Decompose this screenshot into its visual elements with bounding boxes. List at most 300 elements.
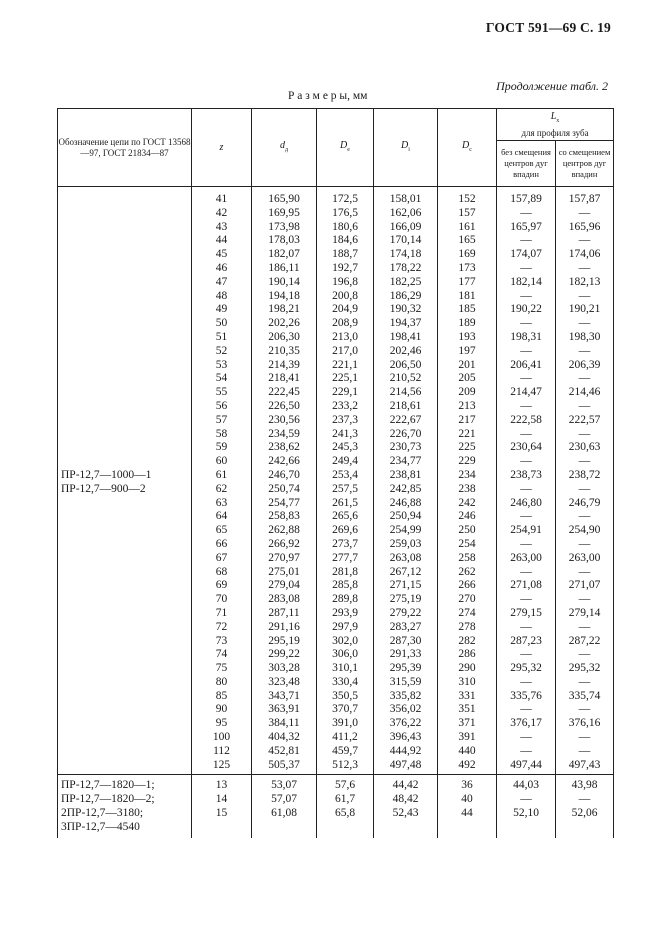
- z-value: 13: [215, 779, 228, 792]
- Lx_no_offset-value: —: [520, 289, 532, 302]
- z-value: 45: [215, 248, 228, 261]
- Lx_with_offset-value: —: [578, 648, 591, 661]
- De-cell: [317, 187, 374, 775]
- Dc-value: 209: [458, 386, 476, 399]
- Lx_no_offset-value: —: [520, 455, 532, 468]
- dd-value: 242,66: [268, 455, 300, 468]
- z-value: 72: [215, 620, 228, 633]
- Lx_no_offset-value: 254,91: [510, 524, 542, 537]
- dd-cell: [252, 187, 317, 775]
- col-header-z: [192, 109, 252, 187]
- col-header-Di: [374, 109, 438, 187]
- dd-value: 230,56: [268, 413, 300, 426]
- Lx-no-offset-cell: [497, 775, 556, 838]
- Lx_with_offset-value: —: [578, 731, 591, 744]
- De-value: 204,9: [332, 303, 358, 316]
- Dc-value: 262: [458, 565, 476, 578]
- Lx_with_offset-value: 335,74: [568, 689, 601, 702]
- De-value: 293,9: [332, 606, 358, 619]
- De-value: 411,2: [332, 731, 358, 744]
- Lx-with-offset-cell: [556, 187, 614, 775]
- dd-value: 287,11: [268, 606, 300, 619]
- col-header-dd: [252, 109, 317, 187]
- dd-value: 186,11: [268, 261, 300, 274]
- dd-symbol: d: [279, 139, 285, 151]
- Lx_no_offset-value: 222,58: [510, 413, 542, 426]
- z-value: 63: [215, 496, 228, 509]
- Lx_no_offset-value: —: [520, 234, 532, 247]
- z-value: 112: [213, 744, 230, 757]
- De-value: 188,7: [332, 248, 358, 261]
- De-value: 208,9: [332, 317, 358, 330]
- De-value: 512,3: [332, 758, 358, 771]
- z-value: 14: [215, 793, 228, 806]
- Dc-value: 205: [458, 372, 476, 385]
- Lx_with_offset-value: 43,98: [571, 779, 598, 792]
- Dc-value: 152: [458, 193, 476, 205]
- Di-value: 230,73: [389, 441, 422, 454]
- Lx_no_offset-value: 246,80: [510, 496, 542, 509]
- Di-value: 214,56: [389, 386, 422, 399]
- Lx_with_offset-value: 254,90: [568, 524, 601, 537]
- z-value: 56: [215, 399, 228, 412]
- Di-value: 178,22: [389, 261, 422, 274]
- Dc-value: 250: [458, 524, 476, 537]
- z-value: 41: [215, 193, 228, 205]
- Lx_with_offset-value: 52,06: [571, 807, 598, 820]
- Dc-value: 310: [458, 675, 476, 688]
- Di-value: 238,81: [389, 468, 422, 481]
- z-value: 44: [215, 234, 228, 247]
- Dc-subscript: c: [469, 146, 472, 153]
- Dc-value: 157: [458, 206, 476, 219]
- dd-subscript: д: [284, 146, 289, 153]
- Dc-value: 221: [458, 427, 476, 440]
- De-value: 217,0: [332, 344, 358, 357]
- Dc-symbol: D: [462, 139, 470, 151]
- Di-value: 396,43: [389, 731, 422, 744]
- z-value: 95: [215, 717, 228, 730]
- Lx_with_offset-value: —: [578, 317, 591, 330]
- Dc-value: 213: [458, 399, 476, 412]
- Dc-value: 238: [458, 482, 476, 495]
- Dc-value: 270: [458, 593, 476, 606]
- dd-value: 57,07: [271, 793, 297, 806]
- Lx_with_offset-value: —: [578, 565, 591, 578]
- Lx-no-offset-cell: [497, 187, 556, 775]
- z-value: 64: [215, 510, 228, 523]
- Di-cell: [374, 775, 438, 838]
- Dc-value: 36: [461, 779, 473, 792]
- Di-value: 190,32: [389, 303, 422, 316]
- Di-value: 226,70: [389, 427, 422, 440]
- z-value: 53: [215, 358, 228, 371]
- De-value: 65,8: [334, 807, 356, 820]
- dd-value: 279,04: [268, 579, 300, 592]
- De-value: 310,1: [332, 662, 358, 675]
- Di-value: 246,88: [389, 496, 422, 509]
- dd-value: 299,22: [268, 648, 300, 661]
- Dc-value: 371: [458, 717, 476, 730]
- table-continuation-note: Продолжение табл. 2: [496, 79, 608, 93]
- Lx_with_offset-value: 198,30: [568, 330, 601, 343]
- De-value: 269,6: [332, 524, 358, 537]
- Di-value: 44,42: [392, 779, 419, 792]
- Lx_with_offset-value: 214,46: [568, 386, 601, 399]
- designation-cell: [58, 775, 192, 838]
- dd-value: 234,59: [268, 427, 300, 440]
- Lx_no_offset-value: 206,41: [510, 358, 542, 371]
- z-cell: [192, 775, 252, 838]
- col-header-Dc: [438, 109, 497, 187]
- dd-value: 254,77: [268, 496, 300, 509]
- dd-cell: [252, 775, 317, 838]
- col-header-no-offset: без смещения центров дуг впадин: [497, 141, 556, 187]
- De-value: 285,8: [332, 579, 358, 592]
- dd-value: 178,03: [268, 234, 300, 247]
- dd-value: 363,91: [268, 703, 300, 716]
- Lx_no_offset-value: 230,64: [510, 441, 542, 454]
- Dc-cell: [438, 187, 497, 775]
- De-value: 61,7: [334, 793, 356, 806]
- Lx_with_offset-value: —: [578, 482, 591, 495]
- Lx_with_offset-value: —: [578, 344, 591, 357]
- Di-value: 250,94: [389, 510, 422, 523]
- Lx_with_offset-value: —: [578, 744, 591, 757]
- Di-value: 271,15: [389, 579, 422, 592]
- De-value: 350,5: [332, 689, 358, 702]
- Lx_with_offset-value: 174,06: [568, 248, 601, 261]
- dd-value: 198,21: [268, 303, 300, 316]
- De-value: 221,1: [332, 358, 358, 371]
- designation-cell: [58, 187, 192, 775]
- Lx_no_offset-value: 52,10: [513, 807, 539, 820]
- Lx_with_offset-value: —: [578, 261, 591, 274]
- Di-value: 186,29: [389, 289, 422, 302]
- dd-value: 246,70: [268, 468, 300, 481]
- z-value: 66: [215, 537, 228, 550]
- Lx_no_offset-value: 198,31: [510, 330, 542, 343]
- Dc-value: 44: [461, 807, 473, 820]
- z-value: 75: [215, 662, 228, 675]
- dd-value: 206,30: [268, 330, 300, 343]
- Lx-subscript: x: [556, 117, 560, 124]
- Di-value: 497,48: [389, 758, 422, 771]
- dd-value: 283,08: [268, 593, 300, 606]
- De-value: 237,3: [332, 413, 358, 426]
- Di-value: 291,33: [389, 648, 422, 661]
- Dc-value: 181: [458, 289, 476, 302]
- z-value: 59: [215, 441, 228, 454]
- Lx_with_offset-value: —: [578, 703, 591, 716]
- Dc-value: 169: [458, 248, 476, 261]
- Di-value: 234,77: [389, 455, 422, 468]
- Dc-value: 193: [458, 330, 476, 343]
- Lx_with_offset-value: —: [578, 620, 591, 633]
- Di-subscript: i: [408, 146, 410, 153]
- z-value: 42: [215, 206, 228, 219]
- dd-value: 194,18: [268, 289, 300, 302]
- Lx_no_offset-value: 44,03: [513, 779, 539, 792]
- z-value: 68: [215, 565, 228, 578]
- Lx_with_offset-value: —: [578, 289, 591, 302]
- Di-value: 259,03: [389, 537, 422, 550]
- De-value: 57,6: [334, 779, 356, 792]
- Di-value: 198,41: [389, 330, 422, 343]
- Lx_no_offset-value: 182,14: [510, 275, 542, 288]
- z-value: 74: [215, 648, 228, 661]
- z-value: 55: [215, 386, 228, 399]
- De-value: 192,7: [332, 261, 358, 274]
- De-value: 289,8: [332, 593, 358, 606]
- z-value: 100: [212, 731, 231, 744]
- dd-value: 173,98: [268, 220, 300, 233]
- Lx_no_offset-value: 238,73: [510, 468, 542, 481]
- Dc-value: 278: [458, 620, 476, 633]
- Di-value: 162,06: [389, 206, 422, 219]
- Lx_with_offset-value: 271,07: [568, 579, 601, 592]
- Lx_no_offset-value: —: [520, 731, 532, 744]
- chain-dimensions-table: [57, 108, 614, 838]
- Dc-value: 274: [458, 606, 476, 619]
- designation-value: ПР-12,7—1820—2;: [61, 793, 155, 806]
- De-value: 225,1: [332, 372, 358, 385]
- table-row: [58, 187, 614, 775]
- Di-value: 206,50: [389, 358, 422, 371]
- Lx_no_offset-value: —: [520, 399, 532, 412]
- Dc-value: 217: [458, 413, 476, 426]
- table-row: [58, 775, 614, 838]
- Lx_no_offset-value: 287,23: [510, 634, 542, 647]
- Lx_with_offset-value: 287,22: [568, 634, 601, 647]
- De-value: 261,5: [332, 496, 358, 509]
- col-header-De: [317, 109, 374, 187]
- Di-value: 287,30: [389, 634, 422, 647]
- z-value: 80: [215, 675, 228, 688]
- dd-value: 214,39: [268, 358, 300, 371]
- De-value: 245,3: [332, 441, 358, 454]
- Lx_no_offset-value: 190,22: [510, 303, 542, 316]
- Lx_with_offset-value: 279,14: [568, 606, 601, 619]
- De-value: 172,5: [332, 193, 358, 205]
- dd-value: 182,07: [268, 248, 300, 261]
- Dc-value: 229: [458, 455, 476, 468]
- Dc-value: 290: [458, 662, 476, 675]
- z-symbol: z: [219, 142, 224, 153]
- De-value: 391,0: [332, 717, 358, 730]
- Lx_with_offset-value: 238,72: [568, 468, 601, 481]
- De-value: 253,4: [332, 468, 358, 481]
- Lx_with_offset-value: —: [578, 455, 591, 468]
- De-value: 180,6: [332, 220, 358, 233]
- dd-value: 323,48: [268, 675, 300, 688]
- Di-symbol: D: [401, 139, 409, 151]
- dd-value: 53,07: [271, 779, 297, 792]
- z-value: 62: [215, 482, 228, 495]
- Di-value: 295,39: [389, 662, 422, 675]
- dd-value: 291,16: [268, 620, 300, 633]
- Lx_with_offset-value: —: [578, 510, 591, 523]
- dd-value: 303,28: [268, 662, 300, 675]
- dd-value: 270,97: [268, 551, 300, 564]
- z-value: 48: [215, 289, 228, 302]
- Lx_no_offset-value: —: [520, 344, 532, 357]
- Dc-value: 201: [458, 358, 476, 371]
- Lx_with_offset-value: 497,43: [568, 758, 601, 771]
- De-value: 265,6: [332, 510, 358, 523]
- Lx_no_offset-value: 263,00: [510, 551, 542, 564]
- Lx_with_offset-value: 263,00: [568, 551, 601, 564]
- Lx_no_offset-value: 214,47: [510, 386, 542, 399]
- Lx_no_offset-value: —: [520, 261, 532, 274]
- dd-value: 238,62: [268, 441, 300, 454]
- De-value: 306,0: [332, 648, 358, 661]
- profile-label: для профиля зуба: [521, 127, 589, 138]
- designation-value: 3ПР-12,7—4540: [61, 820, 140, 833]
- De-value: 281,8: [332, 565, 358, 578]
- Lx_no_offset-value: 174,07: [510, 248, 542, 261]
- dd-value: 202,26: [268, 317, 300, 330]
- Lx_no_offset-value: 376,17: [510, 717, 542, 730]
- z-value: 69: [215, 579, 228, 592]
- Lx_no_offset-value: 165,97: [510, 220, 542, 233]
- Lx_with_offset-value: —: [578, 537, 591, 550]
- z-value: 46: [215, 261, 228, 274]
- De-value: 249,4: [332, 455, 358, 468]
- Di-value: 279,22: [389, 606, 422, 619]
- De-value: 233,2: [332, 399, 358, 412]
- dd-value: 452,81: [268, 744, 300, 757]
- Lx_with_offset-value: 165,96: [568, 220, 601, 233]
- z-value: 52: [215, 344, 228, 357]
- Lx_no_offset-value: —: [520, 793, 532, 806]
- De-value: 273,7: [332, 537, 358, 550]
- Lx_no_offset-value: 271,08: [510, 579, 542, 592]
- dd-value: 262,88: [268, 524, 300, 537]
- Di-value: 52,43: [392, 807, 419, 820]
- Lx_with_offset-value: 190,21: [568, 303, 601, 316]
- Di-value: 218,61: [389, 399, 422, 412]
- z-value: 65: [215, 524, 228, 537]
- Di-value: 242,85: [389, 482, 422, 495]
- De-value: 459,7: [332, 744, 358, 757]
- Lx_with_offset-value: —: [578, 206, 591, 219]
- dd-value: 295,19: [268, 634, 300, 647]
- Lx_with_offset-value: 246,79: [568, 496, 601, 509]
- dd-value: 275,01: [268, 565, 300, 578]
- De-value: 277,7: [332, 551, 358, 564]
- Lx_with_offset-value: —: [578, 675, 591, 688]
- Dc-value: 161: [458, 220, 476, 233]
- Dc-value: 331: [458, 689, 476, 702]
- Dc-cell: [438, 775, 497, 838]
- Lx_no_offset-value: 157,89: [510, 193, 542, 205]
- Di-cell: [374, 187, 438, 775]
- Lx_with_offset-value: 206,39: [568, 358, 601, 371]
- Dc-value: 492: [458, 758, 476, 771]
- Di-value: 170,14: [389, 234, 422, 247]
- dd-value: 169,95: [268, 206, 300, 219]
- dimensions-label: Р а з м е р ы, мм: [288, 90, 368, 102]
- z-value: 49: [215, 303, 228, 316]
- dd-value: 258,83: [268, 510, 300, 523]
- Lx_no_offset-value: —: [520, 565, 532, 578]
- z-value: 43: [215, 220, 228, 233]
- dd-value: 222,45: [268, 386, 300, 399]
- z-value: 90: [215, 703, 228, 716]
- Dc-value: 189: [458, 317, 476, 330]
- Di-value: 48,42: [392, 793, 419, 806]
- Lx_with_offset-value: —: [578, 427, 591, 440]
- Lx_no_offset-value: —: [520, 648, 532, 661]
- Dc-value: 266: [458, 579, 476, 592]
- designation-value: ПР-12,7—1820—1;: [61, 779, 155, 792]
- z-value: 61: [215, 468, 228, 481]
- Dc-value: 185: [458, 303, 476, 316]
- Lx_with_offset-value: —: [578, 593, 591, 606]
- Lx_no_offset-value: —: [520, 703, 532, 716]
- De-value: 229,1: [332, 386, 358, 399]
- z-value: 57: [215, 413, 228, 426]
- table-group-2: [58, 775, 614, 838]
- Di-value: 194,37: [389, 317, 422, 330]
- z-value: 58: [215, 427, 228, 440]
- Lx_with_offset-value: —: [578, 234, 591, 247]
- Di-value: 444,92: [389, 744, 422, 757]
- Dc-value: 40: [461, 793, 473, 806]
- Lx_no_offset-value: —: [520, 593, 532, 606]
- z-value: 60: [215, 455, 228, 468]
- Lx_with_offset-value: —: [578, 793, 591, 806]
- Di-value: 283,27: [389, 620, 422, 633]
- dd-value: 343,71: [268, 689, 300, 702]
- De-value: 297,9: [332, 620, 358, 633]
- Dc-value: 197: [458, 344, 476, 357]
- Di-value: 158,01: [389, 193, 422, 205]
- De-value: 213,0: [332, 330, 358, 343]
- Lx_with_offset-value: 222,57: [568, 413, 601, 426]
- z-value: 51: [215, 330, 228, 343]
- dd-value: 266,92: [268, 537, 300, 550]
- Di-value: 275,19: [389, 593, 422, 606]
- dd-value: 61,08: [271, 807, 297, 820]
- z-value: 70: [215, 593, 228, 606]
- Di-value: 166,09: [389, 220, 422, 233]
- dd-value: 250,74: [268, 482, 300, 495]
- Dc-value: 173: [458, 261, 476, 274]
- Lx_no_offset-value: —: [520, 537, 532, 550]
- Dc-value: 254: [458, 537, 476, 550]
- De-value: 370,7: [332, 703, 358, 716]
- Dc-value: 258: [458, 551, 476, 564]
- Lx_no_offset-value: 295,32: [510, 662, 542, 675]
- Lx_no_offset-value: 335,76: [510, 689, 542, 702]
- dd-value: 404,32: [268, 731, 300, 744]
- Di-value: 376,22: [389, 717, 422, 730]
- Di-value: 222,67: [389, 413, 422, 426]
- dd-value: 226,50: [268, 399, 300, 412]
- designation-value: ПР-12,7—1000—1: [61, 468, 152, 481]
- De-value: 200,8: [332, 289, 358, 302]
- Lx_no_offset-value: 497,44: [510, 758, 542, 771]
- Di-value: 202,46: [389, 344, 422, 357]
- Lx_no_offset-value: —: [520, 427, 532, 440]
- De-cell: [317, 775, 374, 838]
- Lx_with_offset-value: —: [578, 399, 591, 412]
- Dc-value: 177: [458, 275, 476, 288]
- Dc-value: 282: [458, 634, 476, 647]
- Lx_no_offset-value: —: [520, 317, 532, 330]
